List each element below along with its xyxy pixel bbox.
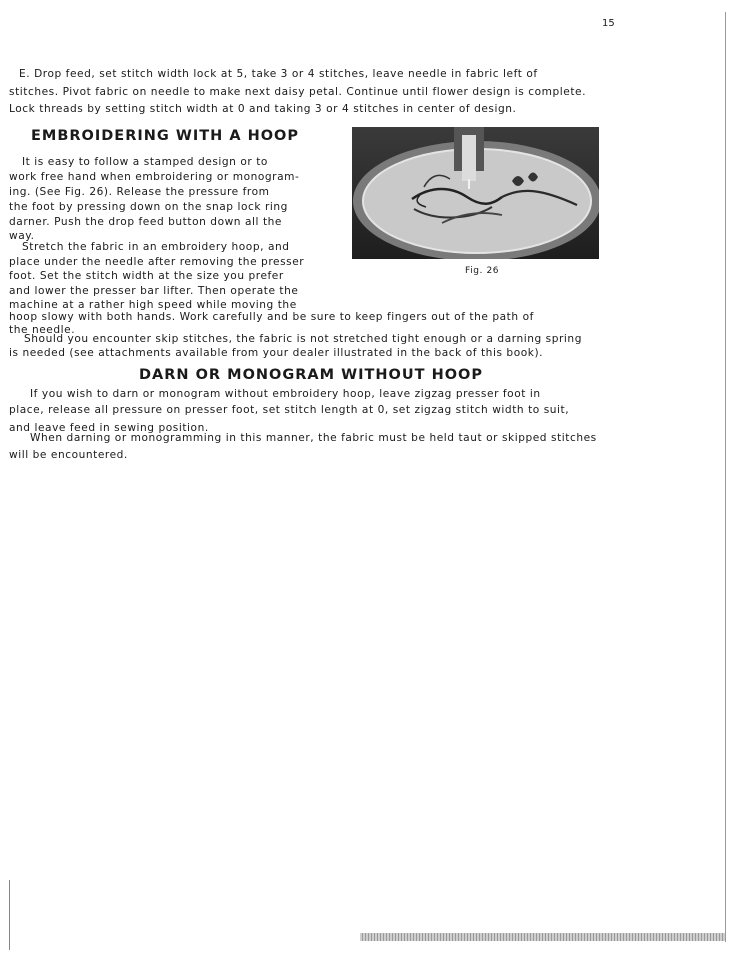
paragraph-line: place under the needle after removing the presser (9, 256, 305, 268)
paragraph-line: and lower the presser bar lifter. Then operate the (9, 285, 299, 297)
paragraph-line: the foot by pressing down on the snap lock ring (9, 201, 288, 213)
page-edge-bottom (360, 933, 726, 941)
paragraph-line: darner. Push the drop feed button down all the (9, 216, 282, 228)
paragraph-line: foot. Set the stitch width at the size you prefer (9, 270, 284, 282)
needle-bar (462, 135, 476, 181)
paragraph-line: If you wish to darn or monogram without embroidery hoop, leave zigzag presser foot in (30, 388, 541, 400)
paragraph-line: Stretch the fabric in an embroidery hoop, and (22, 241, 290, 253)
page-number: 15 (602, 18, 615, 29)
paragraph-line: the needle. (9, 324, 76, 336)
embroidery-hoop-photo (352, 127, 599, 259)
figure-caption: Fig. 26 (465, 266, 500, 276)
paragraph-line: When darning or monogramming in this manner, the fabric must be held taut or skipped stitches (30, 432, 597, 444)
step-e-line-2: stitches. Pivot fabric on needle to make next daisy petal. Continue until flower design is complete. (9, 86, 587, 98)
paragraph-line: machine at a rather high speed while moving the (9, 299, 297, 311)
paragraph-line: place, release all pressure on presser foot, set stitch length at 0, set zigzag stitch width to suit, (9, 404, 570, 416)
paragraph-line: will be encountered. (9, 449, 128, 461)
page-edge-right (725, 12, 726, 942)
step-e-line-1: E. Drop feed, set stitch width lock at 5, take 3 or 4 stitches, leave needle in fabric left of (19, 68, 538, 80)
paragraph-line: is needed (see attachments available from your dealer illustrated in the back of this book). (9, 347, 544, 359)
page-edge-left (9, 880, 10, 950)
paragraph-line: hoop slowy with both hands. Work carefully and be sure to keep fingers out of the path of (9, 311, 534, 323)
paragraph-line: way. (9, 230, 35, 242)
section-heading-embroidering: EMBROIDERING WITH A HOOP (31, 128, 300, 144)
step-e-line-3: Lock threads by setting stitch width at 0 and taking 3 or 4 stitches in center of design. (9, 103, 517, 115)
paragraph-line: and leave feed in sewing position. (9, 422, 209, 434)
paragraph-line: ing. (See Fig. 26). Release the pressure from (9, 186, 270, 198)
paragraph-line: Should you encounter skip stitches, the fabric is not stretched tight enough or a darning spring (24, 333, 582, 345)
paragraph-line: It is easy to follow a stamped design or to (22, 156, 268, 168)
paragraph-line: work free hand when embroidering or monogram- (9, 171, 300, 183)
section-heading-darn-monogram: DARN OR MONOGRAM WITHOUT HOOP (139, 367, 483, 383)
